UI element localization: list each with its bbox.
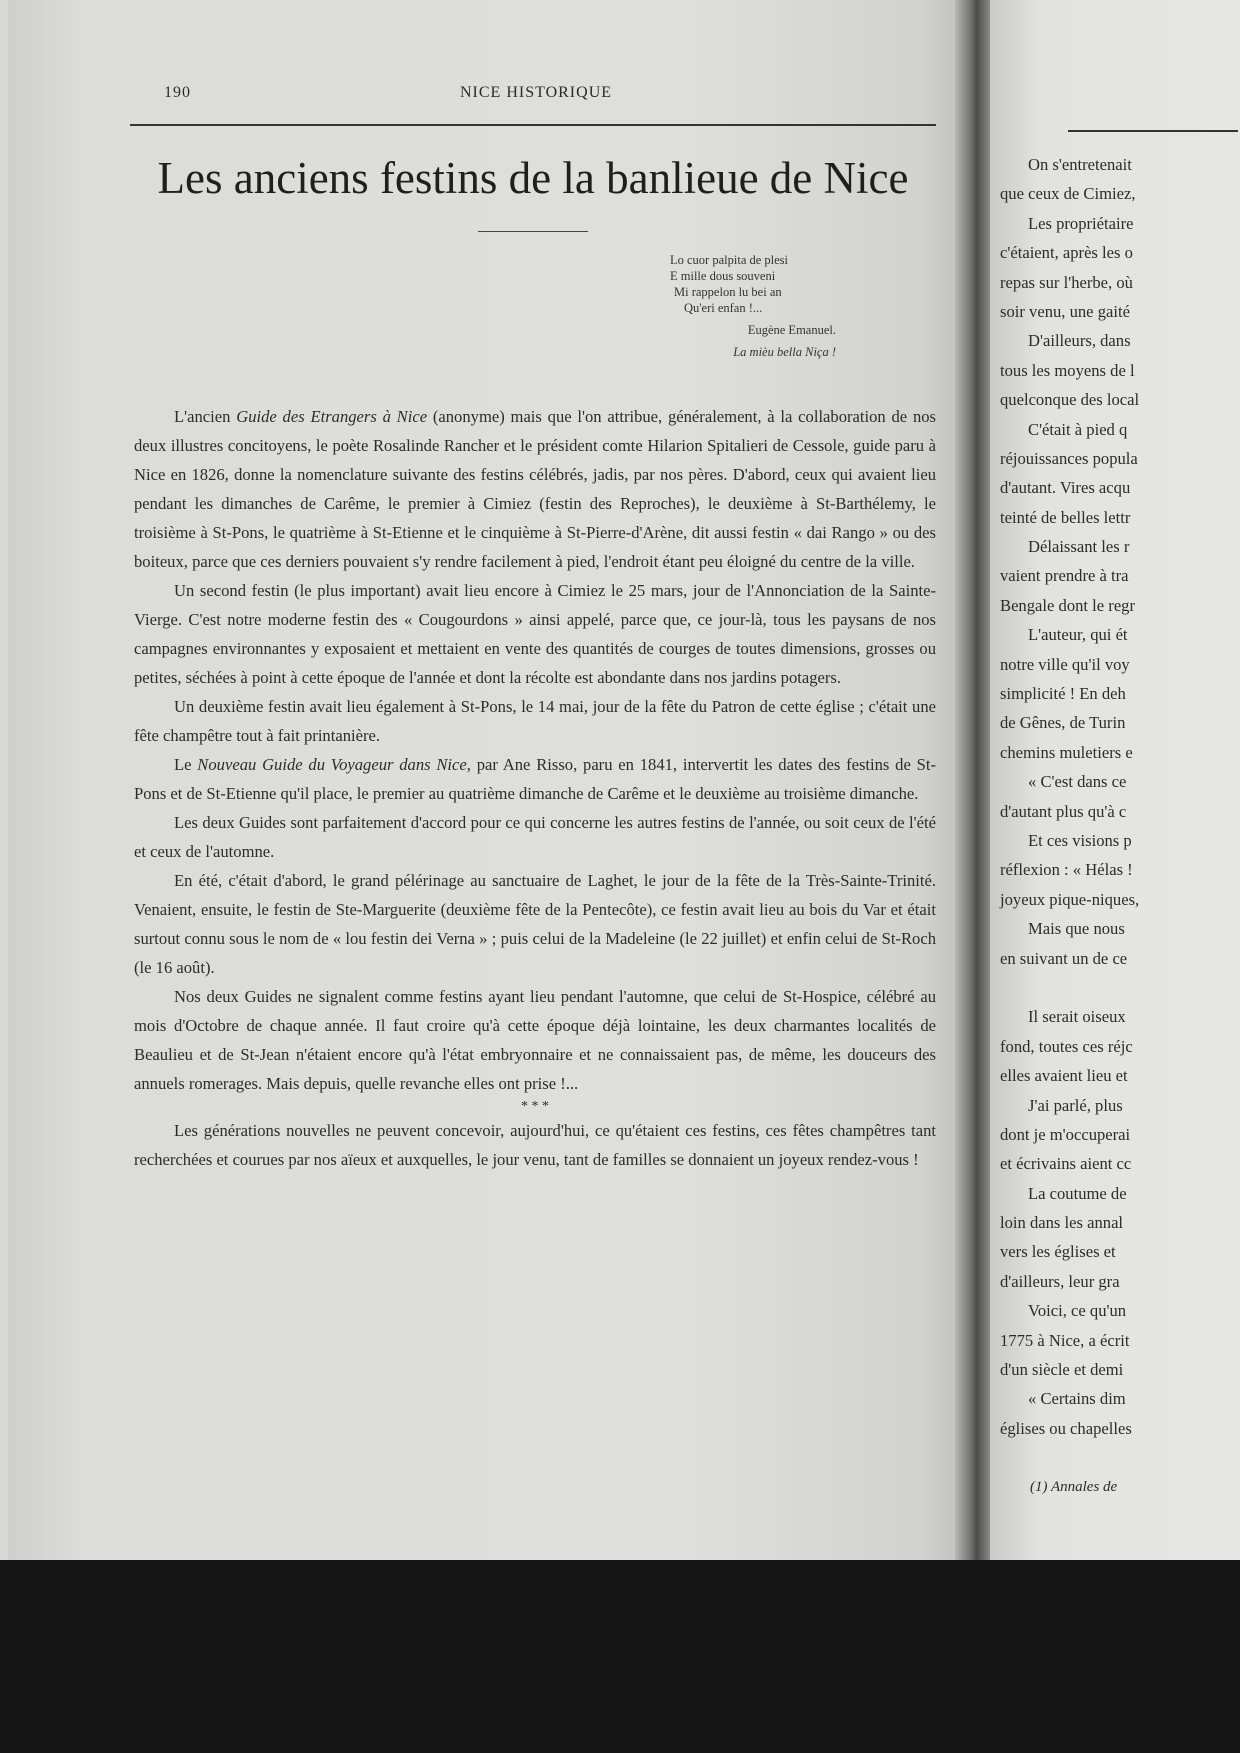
facing-page-text: [1000, 150, 1240, 1502]
facing-page-line: (1) Annales de: [1030, 1478, 1118, 1495]
paragraph: Nos deux Guides ne signalent comme festins ayant lieu pendant l'automne, que celui de St-Hospice, célébré au mois d'Octobre de chaque année. Il faut croire qu'à cette époque déjà lointaine, les deux charmantes localités de Beaulieu et de St-Jean n'étaient encore qu'à l'état embryonnaire et ne connaissaient pas, de même, les douceurs des annuels romerages. Mais depuis, quelle revanche elles ont prise !...: [134, 987, 936, 1093]
article-title: Les anciens festins de la banlieue de Nice: [157, 153, 909, 203]
facing-page-line: en suivant un de ce: [1000, 948, 1128, 968]
facing-page-line: « C'est dans ce: [1028, 772, 1127, 792]
facing-page-line: « Certains dim: [1028, 1389, 1126, 1409]
facing-page-line: J'ai parlé, plus: [1028, 1095, 1123, 1115]
article-body: [134, 402, 936, 1174]
facing-page-line: joyeux pique-niques,: [1000, 889, 1140, 909]
facing-page-line: Les propriétaire: [1028, 213, 1134, 233]
facing-page-line: D'ailleurs, dans: [1028, 331, 1131, 351]
facing-page-line: dont je m'occuperai: [1000, 1124, 1131, 1144]
paragraph: Les deux Guides sont parfaitement d'accord pour ce qui concerne les autres festins de l'année, ou soit ceux de l'été et ceux de l'automne.: [134, 813, 936, 861]
facing-page-line: églises ou chapelles: [1000, 1418, 1132, 1438]
title-divider: [478, 231, 588, 232]
header-rule: [130, 124, 936, 126]
facing-page-line: d'ailleurs, leur gra: [1000, 1271, 1120, 1291]
epigraph-author: Eugène Emanuel.: [747, 323, 836, 337]
facing-page: [990, 0, 1240, 1560]
facing-page-line: que ceux de Cimiez,: [1000, 184, 1136, 204]
facing-page-line: simplicité ! En deh: [1000, 684, 1126, 704]
facing-page-line: d'un siècle et demi: [1000, 1360, 1124, 1380]
facing-page-line: [1000, 1443, 1240, 1472]
facing-page-line: d'autant plus qu'à c: [1000, 801, 1127, 821]
scanner-background: [0, 1560, 1240, 1753]
facing-page-line: soir venu, une gaité: [1000, 301, 1130, 321]
facing-page-line: et écrivains aient cc: [1000, 1154, 1132, 1174]
facing-page-line: repas sur l'herbe, où: [1000, 272, 1133, 292]
paragraph: Un deuxième festin avait lieu également à St-Pons, le 14 mai, jour de la fête du Patron de cette église ; c'était une fête champêtre tout à fait printanière.: [134, 697, 936, 745]
paragraph: Le Nouveau Guide du Voyageur dans Nice, par Ane Risso, paru en 1841, intervertit les dates des festins de St-Pons et de St-Etienne qu'il place, le premier au quatrième dimanche de Carême et le deuxième au troisième dimanche.: [134, 755, 936, 803]
facing-page-line: La coutume de: [1028, 1183, 1127, 1203]
facing-page-line: notre ville qu'il voy: [1000, 654, 1130, 674]
facing-page-line: Il serait oiseux: [1028, 1007, 1126, 1027]
facing-page-line: L'auteur, qui ét: [1028, 625, 1128, 645]
facing-page-line: quelconque des local: [1000, 390, 1140, 410]
epigraph-work: La mièu bella Niça !: [733, 345, 836, 359]
facing-page-line: chemins muletiers e: [1000, 742, 1133, 762]
epigraph-line: Lo cuor palpita de plesi: [670, 253, 789, 267]
facing-page-line: elles avaient lieu et: [1000, 1066, 1128, 1086]
facing-page-line: Et ces visions p: [1028, 830, 1132, 850]
page-number: 190: [164, 84, 191, 101]
paragraph: Un second festin (le plus important) avait lieu encore à Cimiez le 25 mars, jour de l'Annonciation de la Sainte-Vierge. C'est notre moderne festin des « Cougourdons » ainsi appelé, parce que, ce jour-là, tous les paysans de nos campagnes environnantes y exposaient et mettaient en vente des quantités de courges de toutes dimensions, grosses ou petites, séchées à point à cette époque de l'année et dont la récolte est abondante dans nos jardins potagers.: [134, 581, 936, 687]
epigraph-line: E mille dous souveni: [670, 269, 776, 283]
facing-page-line: Bengale dont le regr: [1000, 595, 1136, 615]
facing-page-line: tous les moyens de l: [1000, 360, 1135, 380]
facing-page-line: de Gênes, de Turin: [1000, 713, 1126, 733]
paragraph: En été, c'était d'abord, le grand pélérinage au sanctuaire de Laghet, le jour de la fête de la Très-Sainte-Trinité. Venaient, ensuite, le festin de Ste-Marguerite (deuxième fête de la Pentecôte), ce festin avait lieu au bois du Var et était surtout connu sous le nom de « lou festin dei Verna » ; puis celui de la Madeleine (le 22 juillet) et enfin celui de St-Roch (le 16 août).: [134, 871, 936, 977]
facing-page-line: loin dans les annal: [1000, 1213, 1124, 1233]
facing-header-rule: [1068, 130, 1238, 132]
facing-page-line: vaient prendre à tra: [1000, 566, 1129, 586]
facing-page-line: Délaissant les r: [1028, 537, 1130, 557]
facing-page-line: d'autant. Vires acqu: [1000, 478, 1131, 498]
facing-page-line: vers les églises et: [1000, 1242, 1116, 1262]
facing-page-line: [1000, 973, 1240, 1002]
journal-name: NICE HISTORIQUE: [459, 84, 613, 101]
facing-page-line: réjouissances popula: [1000, 448, 1138, 468]
closing-paragraph: Les générations nouvelles ne peuvent concevoir, aujourd'hui, ce qu'étaient ces festins, ces fêtes champêtres tant recherchées et courues par nos aïeux et auxquelles, le jour venu, tant de familles se donnaient un joyeux rendez-vous !: [134, 1121, 936, 1169]
section-separator: * * *: [521, 1099, 549, 1114]
epigraph: [560, 252, 880, 360]
facing-page-line: Voici, ce qu'un: [1028, 1301, 1127, 1321]
facing-page-line: teinté de belles lettr: [1000, 507, 1131, 527]
facing-page-line: c'étaient, après les o: [1000, 243, 1133, 263]
facing-page-line: 1775 à Nice, a écrit: [1000, 1330, 1130, 1350]
facing-page-line: réflexion : « Hélas !: [1000, 860, 1133, 880]
epigraph-line: Mi rappelon lu bei an: [674, 285, 782, 299]
book-gutter: [955, 0, 991, 1560]
paragraph: L'ancien Guide des Etrangers à Nice (anonyme) mais que l'on attribue, généralement, à la collaboration de nos deux illustres concitoyens, le poète Rosalinde Rancher et le président comte Hilarion Spitalieri de Cessole, guide paru à Nice en 1826, donne la nomenclature suivante des festins célébrés, jadis, par nos pères. D'abord, ceux qui avaient lieu pendant les dimanches de Carême, le premier à Cimiez (festin des Reproches), le deuxième à St-Barthélemy, le troisième à St-Pons, le quatrième à St-Etienne et le cinquième à St-Pierre-d'Arène, dit aussi festin « dai Rango » ou des boiteux, parce que ces derniers pouvaient s'y rendre facilement à pied, l'endroit étant peu éloigné du centre de la ville.: [134, 407, 936, 571]
running-head: [128, 84, 944, 108]
epigraph-line: Qu'eri enfan !...: [684, 301, 763, 315]
facing-page-line: Mais que nous: [1028, 919, 1125, 939]
facing-page-line: fond, toutes ces réjc: [1000, 1036, 1133, 1056]
facing-page-line: C'était à pied q: [1028, 419, 1128, 439]
facing-page-line: On s'entretenait: [1028, 155, 1132, 174]
